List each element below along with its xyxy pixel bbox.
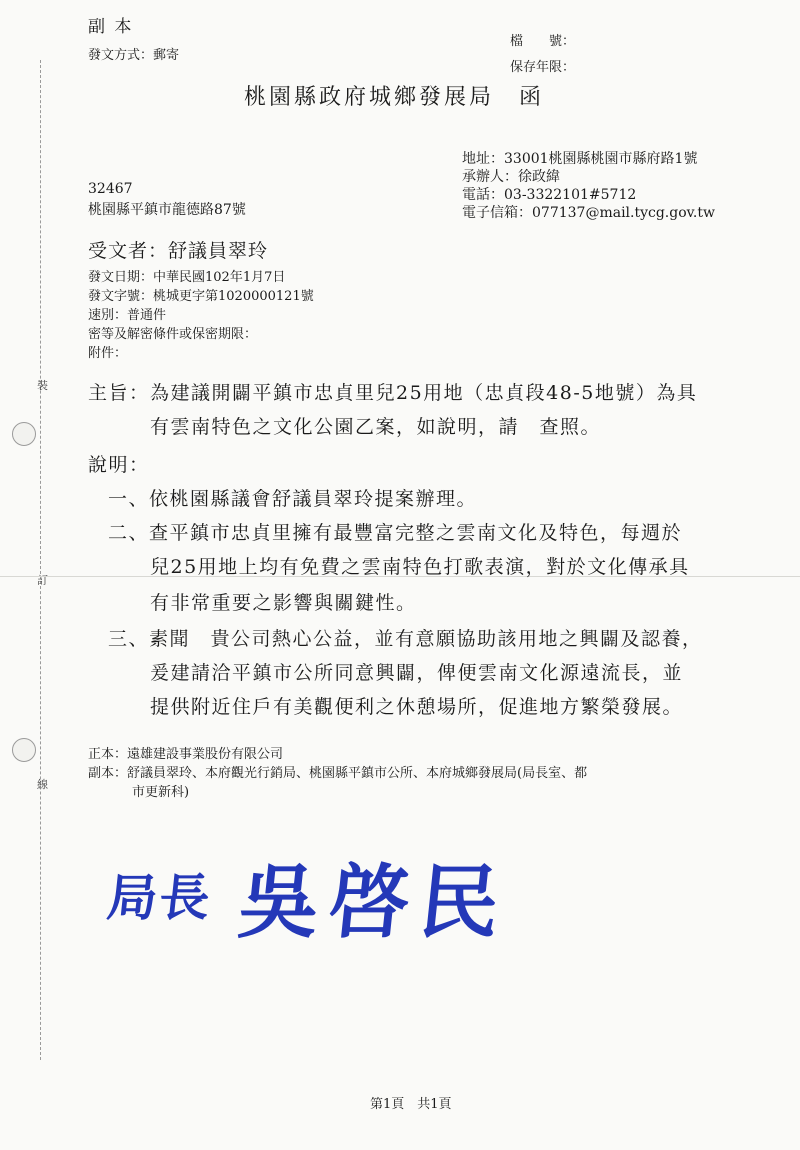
attachment: 附件： xyxy=(88,346,128,361)
subject-line-2: 有雲南特色之文化公園乙案，如說明，請 查照。 xyxy=(150,416,602,438)
recipient-address: 桃園縣平鎮市龍德路87號 xyxy=(88,202,246,218)
document-number: 發文字號：桃城更字第1020000121號 xyxy=(88,289,314,304)
binding-char-zhuang: 裝 xyxy=(37,379,48,392)
recipient: 受文者：舒議員翠玲 xyxy=(88,240,269,262)
page-number: 第1頁 共1頁 xyxy=(370,1097,452,1112)
file-number: 檔 號： xyxy=(510,34,576,49)
explanation-item-2-line-1: 二、查平鎮市忠貞里擁有最豐富完整之雲南文化及特色，每週於 xyxy=(108,522,683,544)
phone: 電話：03-3322101#5712 xyxy=(462,187,637,203)
explanation-item-3-line-3: 提供附近住戶有美觀便利之休憩場所，促進地方繁榮發展。 xyxy=(150,696,684,718)
binding-char-xian: 線 xyxy=(37,778,48,791)
punch-hole-icon xyxy=(12,738,36,762)
signature-name: 吳啓民 xyxy=(234,855,515,949)
delivery-speed: 速別：普通件 xyxy=(88,308,167,323)
original-recipient: 正本：遠雄建設事業股份有限公司 xyxy=(88,747,284,762)
copy-recipients-line-1: 副本：舒議員翠玲、本府觀光行銷局、桃園縣平鎮市公所、本府城鄉發展局(局長室、都 xyxy=(88,766,588,781)
issue-date: 發文日期：中華民國102年1月7日 xyxy=(88,270,286,285)
retention-period: 保存年限： xyxy=(510,60,576,75)
subject-label: 主旨： xyxy=(88,382,150,404)
email: 電子信箱：077137@mail.tycg.gov.tw xyxy=(462,205,715,221)
binding-line xyxy=(40,60,41,1060)
sender-address: 地址：33001桃園縣桃園市縣府路1號 xyxy=(462,151,698,167)
copy-label: 副 本 xyxy=(88,17,134,37)
send-method: 發文方式：郵寄 xyxy=(88,48,180,63)
recipient-postcode: 32467 xyxy=(88,181,133,197)
copy-recipients-line-2: 市更新科) xyxy=(132,785,190,800)
punch-hole-icon xyxy=(12,422,36,446)
binding-char-ding: 訂 xyxy=(37,574,48,587)
signature-title: 局長 xyxy=(104,868,215,927)
explanation-item-2-line-3: 有非常重要之影響與關鍵性。 xyxy=(150,592,417,614)
explanation-item-3-line-1: 三、素聞 貴公司熱心公益，並有意願協助該用地之興闢及認養， xyxy=(108,628,703,650)
subject-line-1: 為建議開闢平鎮市忠貞里兒25用地（忠貞段48-5地號）為具 xyxy=(150,382,698,404)
explanation-item-1: 一、依桃園縣議會舒議員翠玲提案辦理。 xyxy=(108,488,478,510)
explanation-item-3-line-2: 爰建請洽平鎮市公所同意興闢，俾便雲南文化源遠流長，並 xyxy=(150,662,684,684)
handler: 承辦人：徐政緯 xyxy=(462,169,560,185)
explanation-label: 說明： xyxy=(88,454,150,476)
document-title: 桃園縣政府城鄉發展局 函 xyxy=(244,85,545,110)
secrecy-level: 密等及解密條件或保密期限： xyxy=(88,327,258,342)
explanation-item-2-line-2: 兒25用地上均有免費之雲南特色打歌表演，對於文化傳承具 xyxy=(150,556,690,578)
